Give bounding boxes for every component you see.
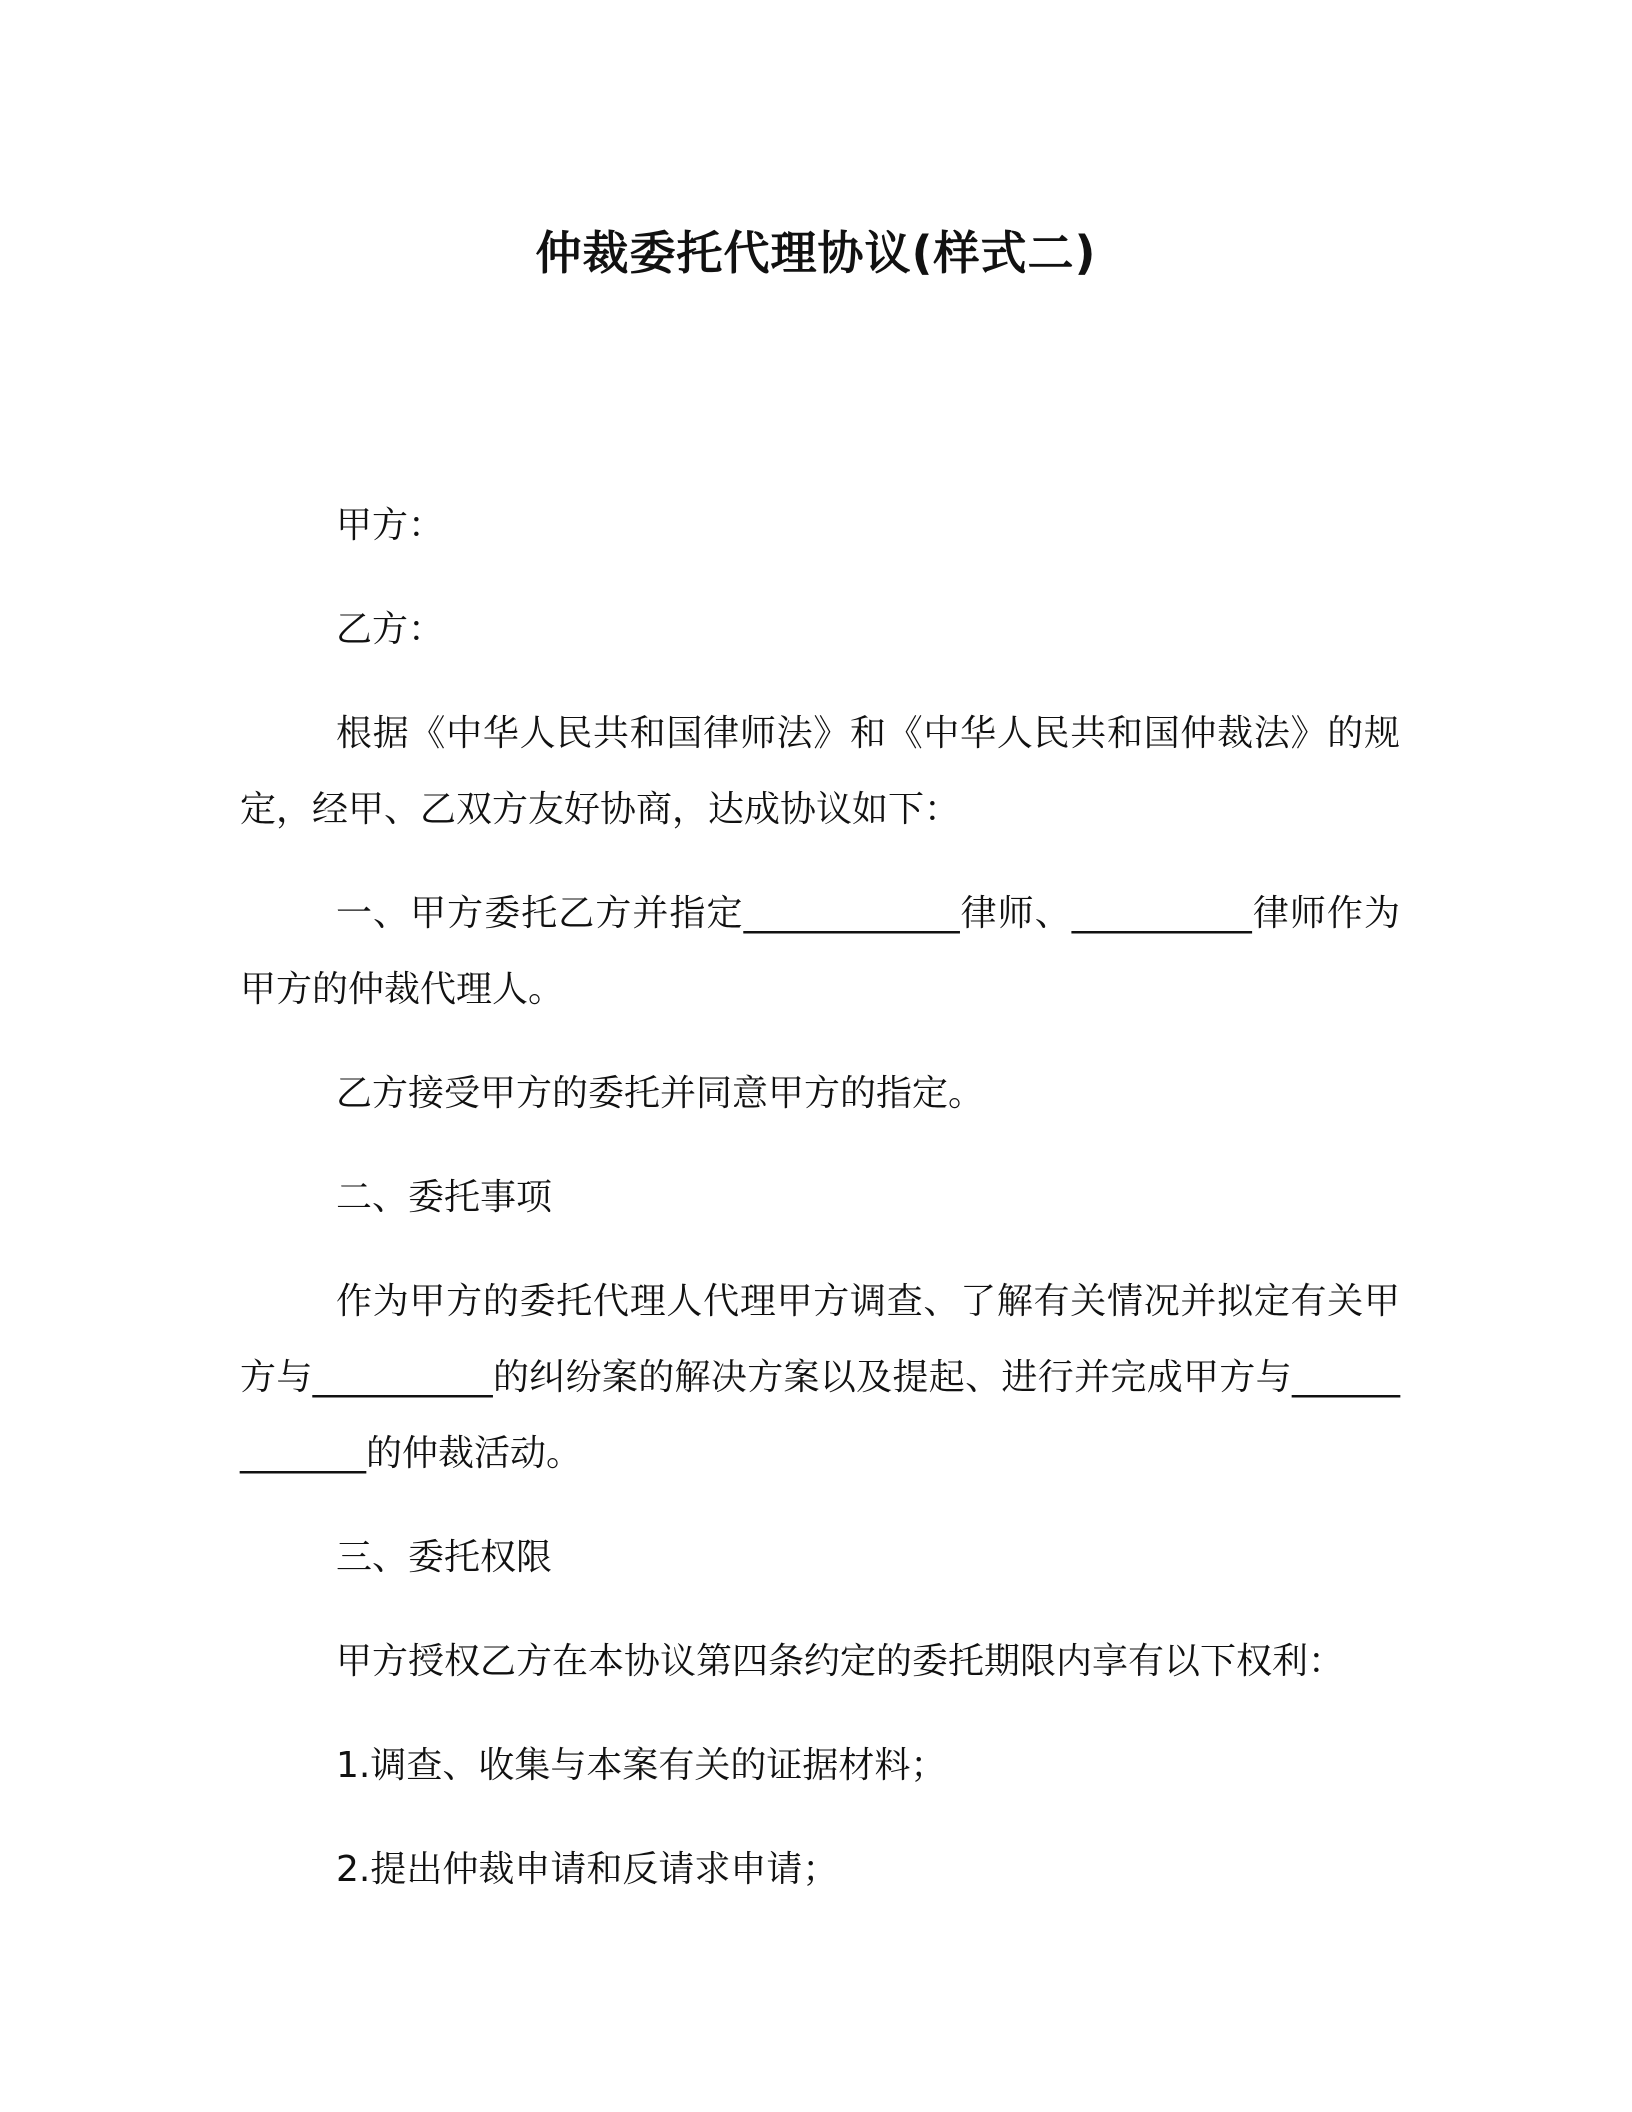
authority-item-1: 1.调查、收集与本案有关的证据材料； bbox=[336, 1745, 947, 1786]
document-body bbox=[240, 488, 1400, 1936]
document-title: 仲裁委托代理协议(样式二) bbox=[535, 226, 1097, 280]
clause-1-paragraph: 一、甲方委托乙方并指定____________律师、__________律师作为甲方的仲裁代理人。 bbox=[240, 893, 1400, 1010]
authority-paragraph: 甲方授权乙方在本协议第四条约定的委托期限内享有以下权利： bbox=[336, 1641, 1345, 1682]
clause-3-heading: 三、委托权限 bbox=[336, 1537, 553, 1578]
party-a-line: 甲方： bbox=[336, 505, 445, 546]
clause-2-heading: 二、委托事项 bbox=[336, 1177, 553, 1218]
clause-2-paragraph: 作为甲方的委托代理人代理甲方调查、了解有关情况并拟定有关甲方与__________的纠纷案的解决方案以及提起、进行并完成甲方与_____________的仲裁活动。 bbox=[240, 1281, 1400, 1474]
party-b-line: 乙方： bbox=[336, 609, 445, 650]
preamble-paragraph: 根据《中华人民共和国律师法》和《中华人民共和国仲裁法》的规定，经甲、乙双方友好协商，达成协议如下： bbox=[240, 713, 1400, 830]
acceptance-paragraph: 乙方接受甲方的委托并同意甲方的指定。 bbox=[336, 1073, 985, 1114]
authority-item-2: 2.提出仲裁申请和反请求申请； bbox=[336, 1849, 839, 1890]
